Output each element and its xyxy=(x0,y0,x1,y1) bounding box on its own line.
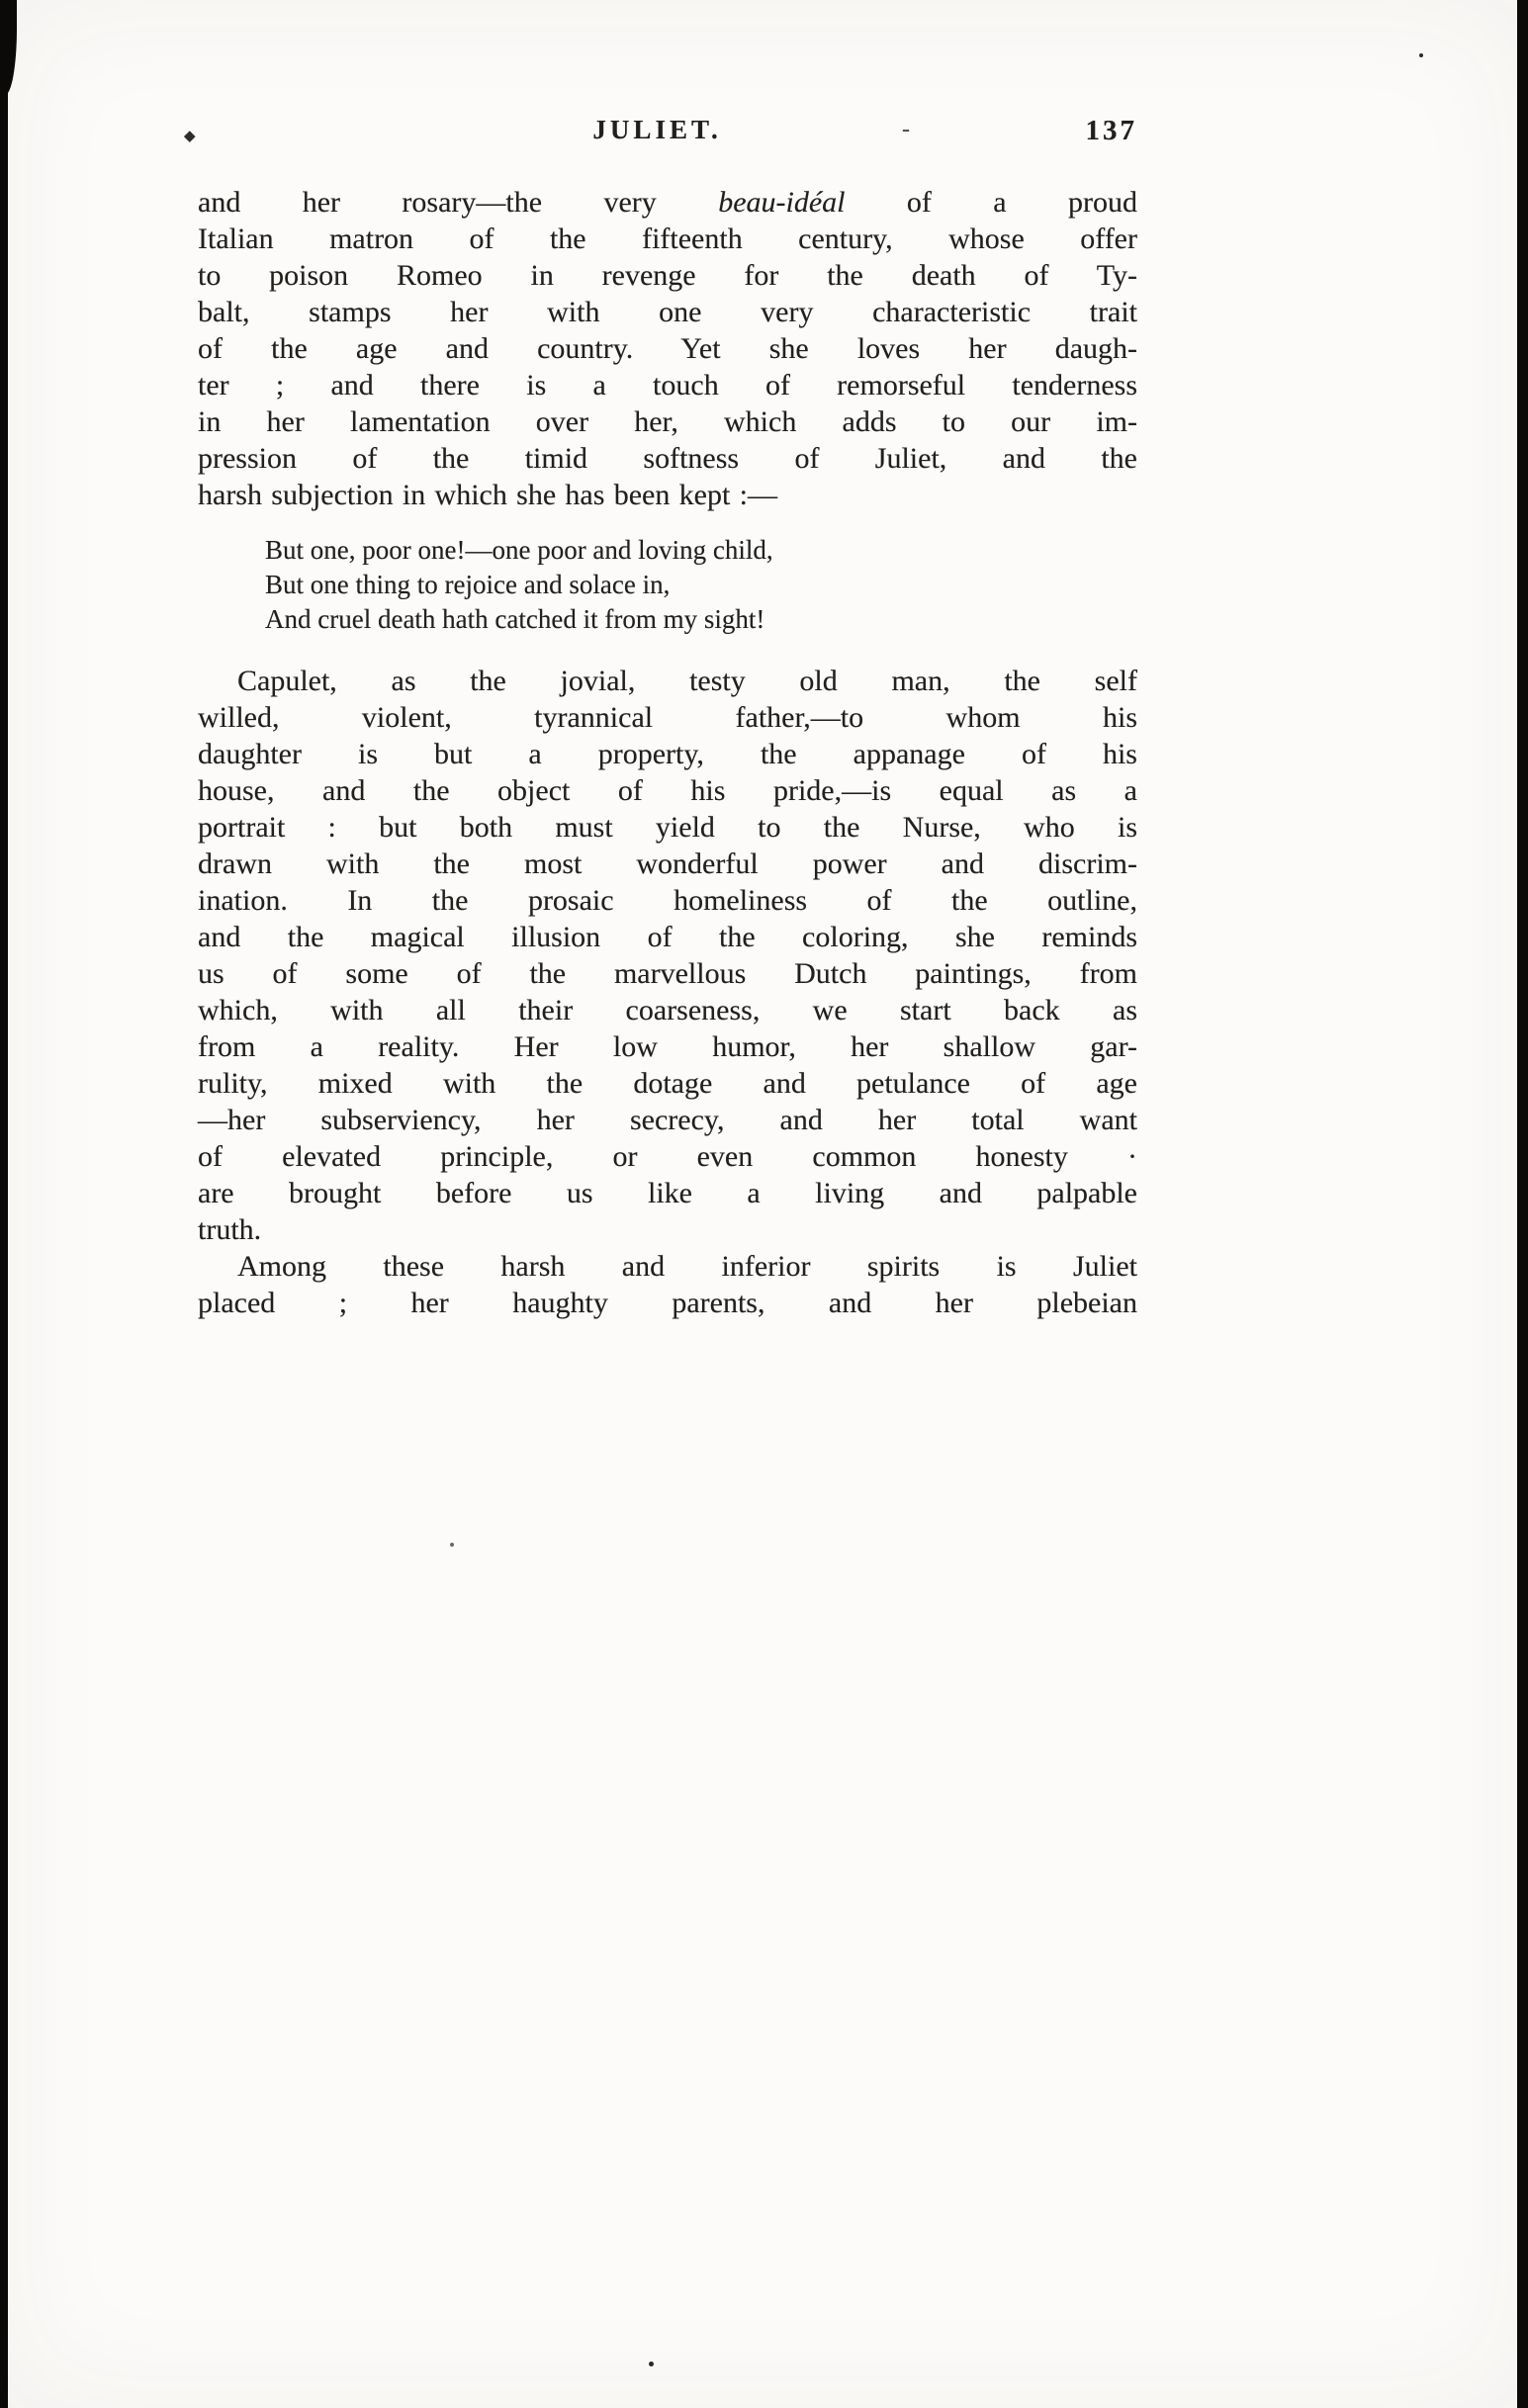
verse-line: But one thing to rejoice and solace in, xyxy=(265,570,671,599)
text-line: portrait : but both must yield to the Nurse, who is xyxy=(198,811,1137,844)
text-line: willed, violent, tyrannical father,—to whom his xyxy=(198,701,1137,734)
scan-edge-left xyxy=(0,0,8,2408)
text-block xyxy=(184,115,1138,1321)
text-line: ter ; and there is a touch of remorseful tenderness xyxy=(198,369,1137,401)
text-line: placed ; her haughty parents, and her plebeian xyxy=(198,1287,1137,1319)
text-line: rulity, mixed with the dotage and petulance of age xyxy=(198,1067,1137,1100)
verse-quote xyxy=(265,533,1137,637)
text-line: house, and the object of his pride,—is equal as a xyxy=(198,774,1137,807)
verse-line: And cruel death hath catched it from my sight! xyxy=(265,604,765,634)
text-line: us of some of the marvellous Dutch paintings, from xyxy=(198,957,1137,990)
paragraph-3 xyxy=(198,1248,1137,1321)
page-number: 137 xyxy=(1085,115,1137,146)
scan-artifact-dot xyxy=(450,1543,454,1547)
text-line xyxy=(198,184,1137,221)
text-line: Italian matron of the fifteenth century, whose offer xyxy=(198,223,1137,255)
text-line: from a reality. Her low humor, her shallow gar- xyxy=(198,1030,1137,1063)
scan-edge-right xyxy=(1517,0,1528,2408)
text-line: of the age and country. Yet she loves her daugh- xyxy=(198,332,1137,365)
text-line: Capulet, as the jovial, testy old man, the self xyxy=(237,665,1137,697)
text-segment: and her rosary—the very xyxy=(198,186,719,219)
verse-line: But one, poor one!—one poor and loving child, xyxy=(265,535,773,565)
scan-artifact-dot xyxy=(1419,53,1423,57)
text-line: balt, stamps her with one very characteristic trait xyxy=(198,296,1137,328)
italic-phrase: beau-idéal xyxy=(718,186,846,219)
paragraph-2 xyxy=(198,663,1137,1248)
running-title: JULIET. xyxy=(592,115,722,144)
paragraph-1 xyxy=(198,184,1137,513)
page-header xyxy=(184,115,1137,156)
text-line: to poison Romeo in revenge for the death of Ty- xyxy=(198,259,1137,292)
printer-mark: ◆ xyxy=(184,129,196,144)
text-line: drawn with the most wonderful power and discrim- xyxy=(198,847,1137,880)
text-line: Among these harsh and inferior spirits is Juliet xyxy=(237,1250,1137,1283)
scan-artifact-dot xyxy=(649,2362,654,2366)
text-line: harsh subjection in which she has been kept :— xyxy=(198,479,777,511)
scan-corner-mark xyxy=(0,0,17,95)
text-line: truth. xyxy=(198,1213,262,1246)
text-line: ination. In the prosaic homeliness of the outline, xyxy=(198,884,1137,917)
scan-artifact-dash: - xyxy=(902,117,910,142)
text-line: which, with all their coarseness, we start back as xyxy=(198,994,1137,1026)
text-line: daughter is but a property, the appanage of his xyxy=(198,738,1137,770)
text-line: pression of the timid softness of Juliet, and the xyxy=(198,442,1137,475)
text-line: of elevated principle, or even common honesty · xyxy=(198,1140,1137,1173)
text-line: —her subserviency, her secrecy, and her total want xyxy=(198,1104,1137,1136)
text-line: and the magical illusion of the coloring, she reminds xyxy=(198,921,1137,953)
text-line: in her lamentation over her, which adds to our im- xyxy=(198,405,1137,438)
text-segment: of a proud xyxy=(845,186,1138,219)
text-line: are brought before us like a living and palpable xyxy=(198,1177,1137,1209)
